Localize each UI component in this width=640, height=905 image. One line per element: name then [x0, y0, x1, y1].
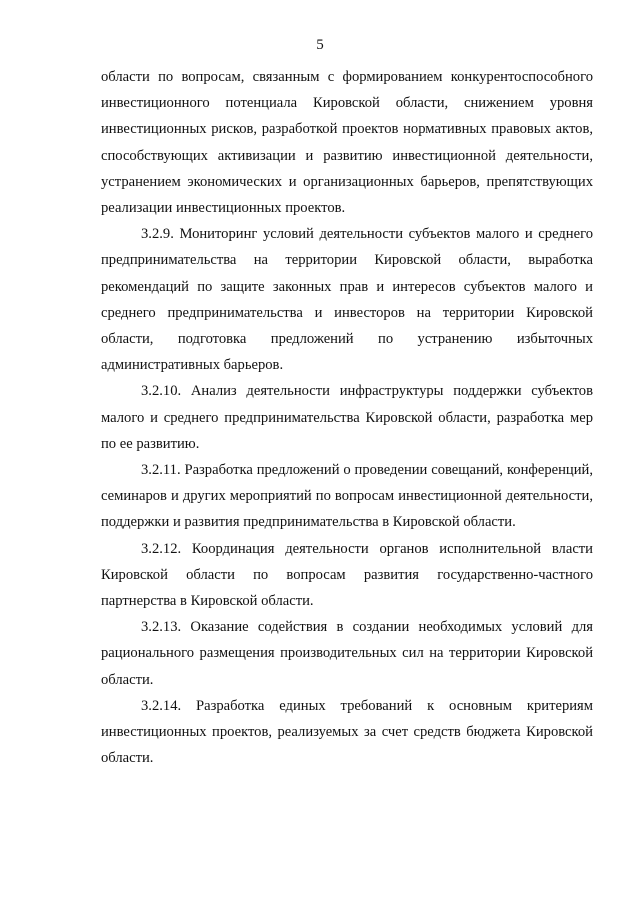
- paragraph-continued: области по вопросам, связанным с формированием конкурентоспособного инвестиционного потенциала Кировской области, снижением уровня инвестиционных рисков, разработкой проектов нормативных правовых актов, способствующих активизации и развитию инвестиционной деятельности, устранением экономических и организационных барьеров, препятствующих реализации инвестиционных проектов.: [101, 69, 593, 217]
- paragraph-3-2-10: 3.2.10. Анализ деятельности инфраструктуры поддержки субъектов малого и среднего предпринимательства Кировской области, разработка мер по ее развитию.: [101, 383, 593, 452]
- paragraph-3-2-12: 3.2.12. Координация деятельности органов исполнительной власти Кировской области по вопросам развития государственно-частного партнерства в Кировской области.: [101, 540, 593, 610]
- document-body: [101, 64, 593, 771]
- paragraph-3-2-13: 3.2.13. Оказание содействия в создании необходимых условий для рационального размещения производительных сил на территории Кировской области.: [101, 619, 593, 688]
- paragraph-3-2-9: 3.2.9. Мониторинг условий деятельности субъектов малого и среднего предпринимательства на территории Кировской области, выработка рекомендаций по защите законных прав и интересов субъектов малого и среднего предпринимательства и инвесторов на территории Кировской области, подготовка предложений по устранению избыточных административных барьеров.: [101, 226, 593, 374]
- paragraph-3-2-11: 3.2.11. Разработка предложений о проведении совещаний, конференций, семинаров и других мероприятий по вопросам инвестиционной деятельности, поддержки и развития предпринимательства в Кировской области.: [101, 462, 593, 531]
- paragraph-3-2-14: 3.2.14. Разработка единых требований к основным критериям инвестиционных проектов, реализуемых за счет средств бюджета Кировской области.: [101, 697, 593, 767]
- page-number: 5: [316, 37, 324, 53]
